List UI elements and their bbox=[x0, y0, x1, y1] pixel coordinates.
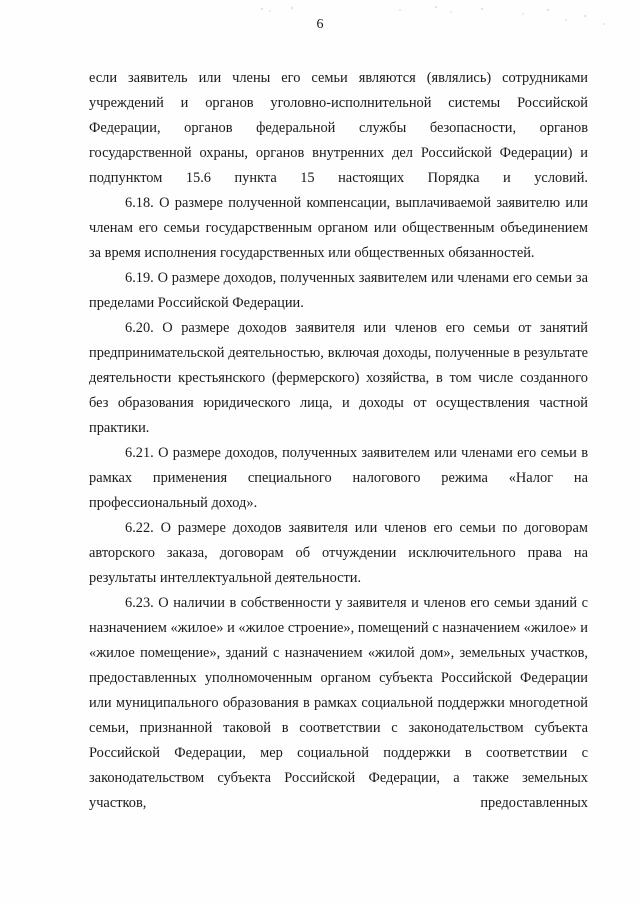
paragraph-6-21: 6.21. О размере доходов, полученных заявителем или членами его семьи в рамках применения специального налогового режима «Налог на профессиональный доход». bbox=[89, 445, 588, 511]
paragraph-6-18: 6.18. О размере полученной компенсации, выплачиваемой заявителю или членам его семьи государственным органом или общественным объединением за время исполнения государственных или общественных обязанностей. bbox=[89, 195, 588, 261]
paragraph-continuation: если заявитель или члены его семьи являются (являлись) сотрудниками учреждений и органов уголовно-исполнительной системы Российской Федерации, органов федеральной службы безопасности, органов государственной охраны, органов внутренних дел Российской Федерации) и подпунктом 15.6 пункта 15 настоящих Порядка и условий. bbox=[89, 70, 588, 186]
page-number: 6 bbox=[316, 17, 324, 32]
document-body bbox=[89, 66, 588, 816]
paragraph-6-19: 6.19. О размере доходов, полученных заявителем или членами его семьи за пределами Российской Федерации. bbox=[89, 270, 588, 311]
paragraph-6-20: 6.20. О размере доходов заявителя или членов его семьи от занятий предпринимательской деятельностью, включая доходы, полученные в результате деятельности крестьянского (фермерского) хозяйства, в том числе созданного без образования юридического лица, и доходы от осуществления частной практики. bbox=[89, 320, 588, 436]
paragraph-6-22: 6.22. О размере доходов заявителя или членов его семьи по договорам авторского заказа, договорам об отчуждении исключительного права на результаты интеллектуальной деятельности. bbox=[89, 520, 588, 586]
paragraph-6-23: 6.23. О наличии в собственности у заявителя и членов его семьи зданий с назначением «жилое» и «жилое строение», помещений с назначением «жилое» и «жилое помещение», зданий с назначением «жилой дом», земельных участков, предоставленных уполномоченным органом субъекта Российской Федерации или муниципального образования в рамках социальной поддержки многодетной семьи, признанной таковой в соответствии с законодательством субъекта Российской Федерации, мер социальной поддержки в соответствии с законодательством субъекта Российской Федерации, а также земельных участков, предоставленных bbox=[89, 595, 588, 811]
